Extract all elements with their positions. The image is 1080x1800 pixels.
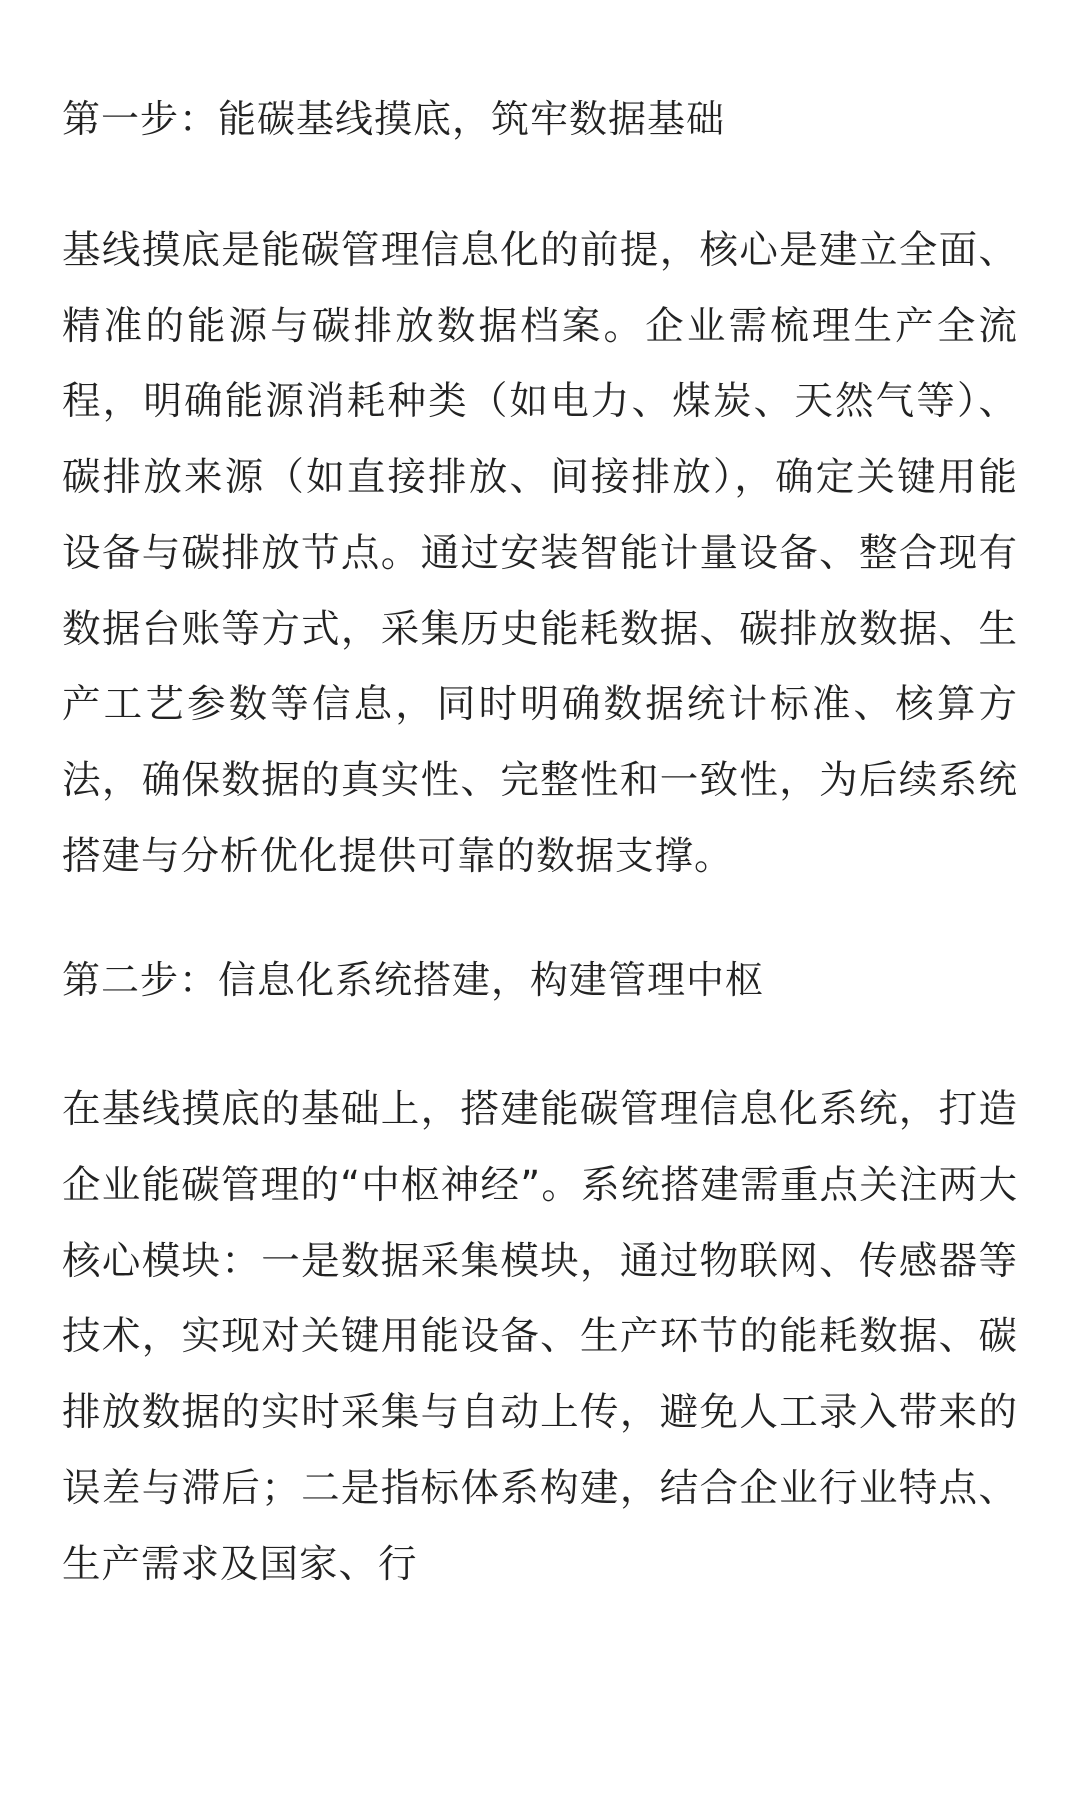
step1-heading: 第一步：能碳基线摸底，筑牢数据基础	[62, 97, 726, 141]
step2-heading: 第二步：信息化系统搭建，构建管理中枢	[62, 958, 765, 1003]
step2-paragraph: 在基线摸底的基础上，搭建能碳管理信息化系统，打造企业能碳管理的“中枢神经”。系统搭建需重点关注两大核心模块：一是数据采集模块，通过物联网、传感器等技术，实现对关键用能设备、生产环节的能耗数据、碳排放数据的实时采集与自动上传，避免人工录入带来的误差与滞后；二是指标体系构建，结合企业行业特点、生产需求及国家、行	[62, 1087, 1018, 1587]
step1-paragraph: 基线摸底是能碳管理信息化的前提，核心是建立全面、精准的能源与碳排放数据档案。企业需梳理生产全流程，明确能源消耗种类（如电力、煤炭、天然气等）、碳排放来源（如直接排放、间接排放），确定关键用能设备与碳排放节点。通过安装智能计量设备、整合现有数据台账等方式，采集历史能耗数据、碳排放数据、生产工艺参数等信息，同时明确数据统计标准、核算方法，确保数据的真实性、完整性和一致性，为后续系统搭建与分析优化提供可靠的数据支撑。	[62, 228, 1018, 879]
